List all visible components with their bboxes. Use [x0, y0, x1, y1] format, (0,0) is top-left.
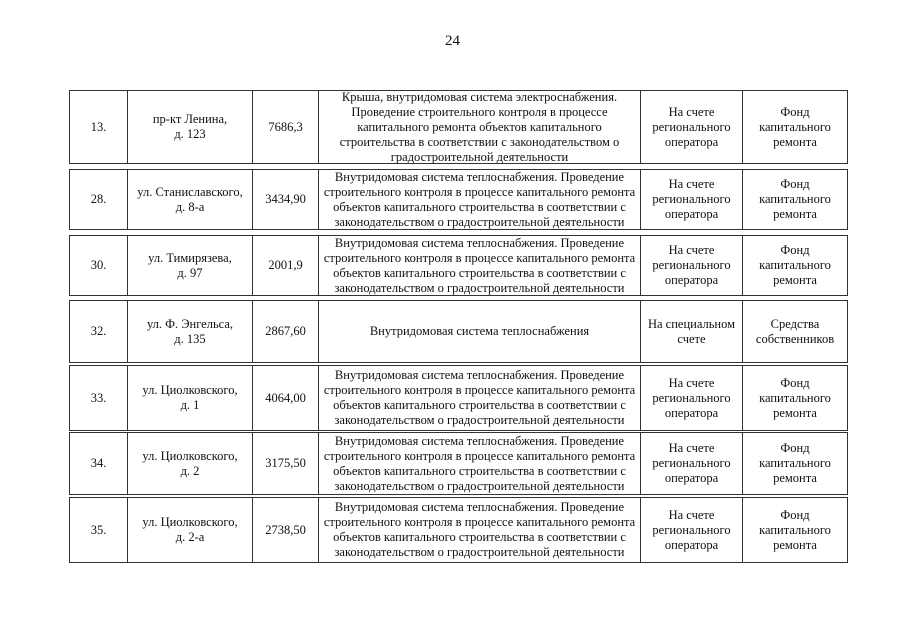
account-cell — [640, 433, 742, 494]
funding-source-cell-line: Фонд — [780, 507, 810, 522]
work-description-cell-line: Внутридомовая система теплоснабжения. Проведение — [334, 235, 625, 250]
work-description-cell-line: объектов капитального строительства в соответствии с — [333, 463, 626, 478]
funding-source-cell-line: ремонта — [773, 207, 817, 221]
work-description-cell-line: строительного контроля в процессе капитального ремонта — [323, 383, 636, 397]
work-description-cell-line: строительного контроля в процессе капитального ремонта — [323, 250, 636, 265]
account-cell-line: оператора — [664, 207, 719, 221]
address-cell-line: д. 8-а — [175, 199, 205, 214]
account-cell-line: регионального — [652, 119, 731, 134]
funding-source-cell-line: капитального — [759, 390, 831, 405]
account-cell — [640, 498, 742, 562]
address-cell-line: ул. Ф. Энгельса, — [146, 316, 234, 331]
area-cell: 3175,50 — [252, 433, 318, 494]
funding-source-cell-line: Фонд — [780, 243, 810, 257]
account-cell-line: На специальном — [647, 316, 736, 331]
address-cell — [127, 91, 252, 163]
account-cell-line: счете — [677, 331, 706, 346]
funding-source-cell-line: капитального — [759, 456, 831, 470]
work-description-cell-line: объектов капитального строительства в соответствии с — [333, 530, 626, 544]
account-cell — [640, 91, 742, 163]
work-description-cell-line: Внутридомовая система теплоснабжения. Проведение — [334, 500, 625, 514]
account-cell — [640, 366, 742, 430]
work-description-cell-line: законодательством о градостроительной деятельности — [334, 478, 625, 493]
row-number: 32. — [90, 324, 107, 338]
work-description-cell-line: Крыша, внутридомовая система электроснабжения. — [341, 89, 618, 104]
address-cell-line: д. 2-а — [175, 530, 205, 544]
address-cell — [127, 498, 252, 562]
work-description-cell-line: законодательством о градостроительной деятельности — [334, 413, 625, 427]
funding-source-cell — [742, 301, 847, 362]
account-cell-line: На счете — [668, 104, 715, 119]
work-description-cell-line: градостроительной деятельности — [390, 149, 569, 164]
table-row — [69, 90, 848, 164]
account-cell-line: оператора — [664, 471, 719, 485]
row-number: 28. — [90, 192, 107, 206]
funding-source-cell-line: Фонд — [780, 375, 810, 390]
address-cell-line: пр-кт Ленина, — [152, 112, 228, 126]
funding-source-cell-line: капитального — [759, 119, 831, 134]
work-description-cell-line: капитального ремонта объектов капитального — [357, 119, 602, 134]
area-cell: 7686,3 — [252, 91, 318, 163]
address-cell — [127, 433, 252, 494]
address-cell-line: ул. Станиславского, — [137, 184, 243, 199]
funding-source-cell-line: Фонд — [780, 104, 810, 119]
work-description-cell — [318, 236, 640, 295]
area-cell: 2867,60 — [252, 301, 318, 362]
address-cell-line: д. 123 — [174, 127, 206, 141]
funding-source-cell — [742, 366, 847, 430]
funding-source-cell-line: Средства — [770, 316, 820, 331]
address-cell-line: ул. Циолковского, — [142, 383, 238, 397]
address-cell-line: д. 135 — [174, 331, 206, 346]
row-number: 35. — [90, 522, 107, 537]
row-number: 34. — [90, 456, 107, 470]
table-row — [69, 432, 848, 495]
page-number: 24 — [445, 33, 460, 49]
account-cell-line: оператора — [664, 134, 719, 149]
work-description-cell-line: объектов капитального строительства в соответствии с — [333, 265, 626, 280]
work-description-cell-line: объектов капитального строительства в соответствии с — [333, 199, 626, 214]
funding-source-cell — [742, 236, 847, 295]
address-cell — [127, 236, 252, 295]
account-cell — [640, 170, 742, 229]
work-description-cell-line: законодательством о градостроительной деятельности — [334, 545, 625, 559]
account-cell-line: регионального — [652, 258, 731, 272]
funding-source-cell — [742, 498, 847, 562]
account-cell-line: На счете — [668, 375, 715, 390]
address-cell — [127, 366, 252, 430]
account-cell-line: регионального — [652, 390, 731, 405]
account-cell-line: оператора — [664, 405, 719, 420]
work-description-cell — [318, 301, 640, 362]
table-row — [69, 365, 848, 431]
address-cell-line: ул. Тимирязева, — [148, 250, 232, 265]
work-description-cell — [318, 366, 640, 430]
funding-source-cell-line: капитального — [759, 258, 831, 272]
account-cell-line: регионального — [652, 456, 731, 470]
work-description-cell-line: Внутридомовая система теплоснабжения. Проведение — [334, 433, 625, 448]
funding-source-cell-line: ремонта — [773, 537, 817, 552]
work-description-cell-line: строительного контроля в процессе капитального ремонта — [323, 515, 636, 529]
funding-source-cell-line: капитального — [759, 522, 831, 537]
work-description-cell — [318, 91, 640, 163]
work-description-cell-line: строительства в соответствии с законодательством о — [339, 134, 620, 149]
funding-source-cell — [742, 170, 847, 229]
account-cell-line: регионального — [652, 522, 731, 537]
funding-source-cell-line: Фонд — [780, 177, 810, 191]
account-cell-line: оператора — [664, 537, 719, 552]
funding-source-cell-line: Фонд — [780, 441, 810, 455]
work-description-cell-line: Внутридомовая система теплоснабжения. Проведение — [334, 169, 625, 184]
funding-source-cell-line: ремонта — [773, 134, 817, 149]
funding-source-cell — [742, 91, 847, 163]
area-cell: 4064,00 — [252, 366, 318, 430]
account-cell-line: регионального — [652, 192, 731, 206]
funding-source-cell-line: ремонта — [773, 471, 817, 485]
work-description-cell-line: строительного контроля в процессе капитального ремонта — [323, 184, 636, 199]
account-cell-line: На счете — [668, 243, 715, 257]
work-description-cell-line: Проведение строительного контроля в процессе — [351, 104, 608, 119]
funding-source-cell-line: ремонта — [773, 273, 817, 287]
work-description-cell-line: Внутридомовая система теплоснабжения. Проведение — [334, 368, 625, 382]
address-cell-line: ул. Циолковского, — [142, 515, 238, 529]
address-cell — [127, 170, 252, 229]
row-number: 33. — [90, 390, 107, 405]
work-description-cell-line: законодательством о градостроительной деятельности — [334, 280, 625, 295]
work-description-cell-line: объектов капитального строительства в соответствии с — [333, 398, 626, 412]
address-cell — [127, 301, 252, 362]
area-cell: 3434,90 — [252, 170, 318, 229]
work-description-cell — [318, 433, 640, 494]
funding-source-cell-line: собственников — [755, 331, 835, 346]
account-cell-line: На счете — [668, 507, 715, 522]
area-cell: 2001,9 — [252, 236, 318, 295]
table-row — [69, 497, 848, 563]
work-description-cell — [318, 170, 640, 229]
funding-source-cell-line: ремонта — [773, 405, 817, 420]
address-cell-line: ул. Циолковского, — [142, 448, 238, 463]
funding-source-cell — [742, 433, 847, 494]
work-description-cell-line: Внутридомовая система теплоснабжения — [369, 324, 590, 338]
account-cell — [640, 236, 742, 295]
address-cell-line: д. 2 — [180, 463, 200, 478]
area-cell: 2738,50 — [252, 498, 318, 562]
table-row — [69, 169, 848, 230]
work-description-cell — [318, 498, 640, 562]
row-number: 13. — [90, 119, 107, 134]
account-cell-line: оператора — [664, 273, 719, 287]
account-cell-line: На счете — [668, 177, 715, 191]
address-cell-line: д. 1 — [180, 398, 200, 412]
table-row — [69, 300, 848, 363]
funding-source-cell-line: капитального — [759, 192, 831, 206]
row-number: 30. — [90, 258, 107, 272]
work-description-cell-line: строительного контроля в процессе капитального ремонта — [323, 448, 636, 463]
table-row — [69, 235, 848, 296]
account-cell — [640, 301, 742, 362]
address-cell-line: д. 97 — [177, 265, 203, 280]
account-cell-line: На счете — [668, 441, 715, 455]
work-description-cell-line: законодательством о градостроительной деятельности — [334, 214, 625, 229]
